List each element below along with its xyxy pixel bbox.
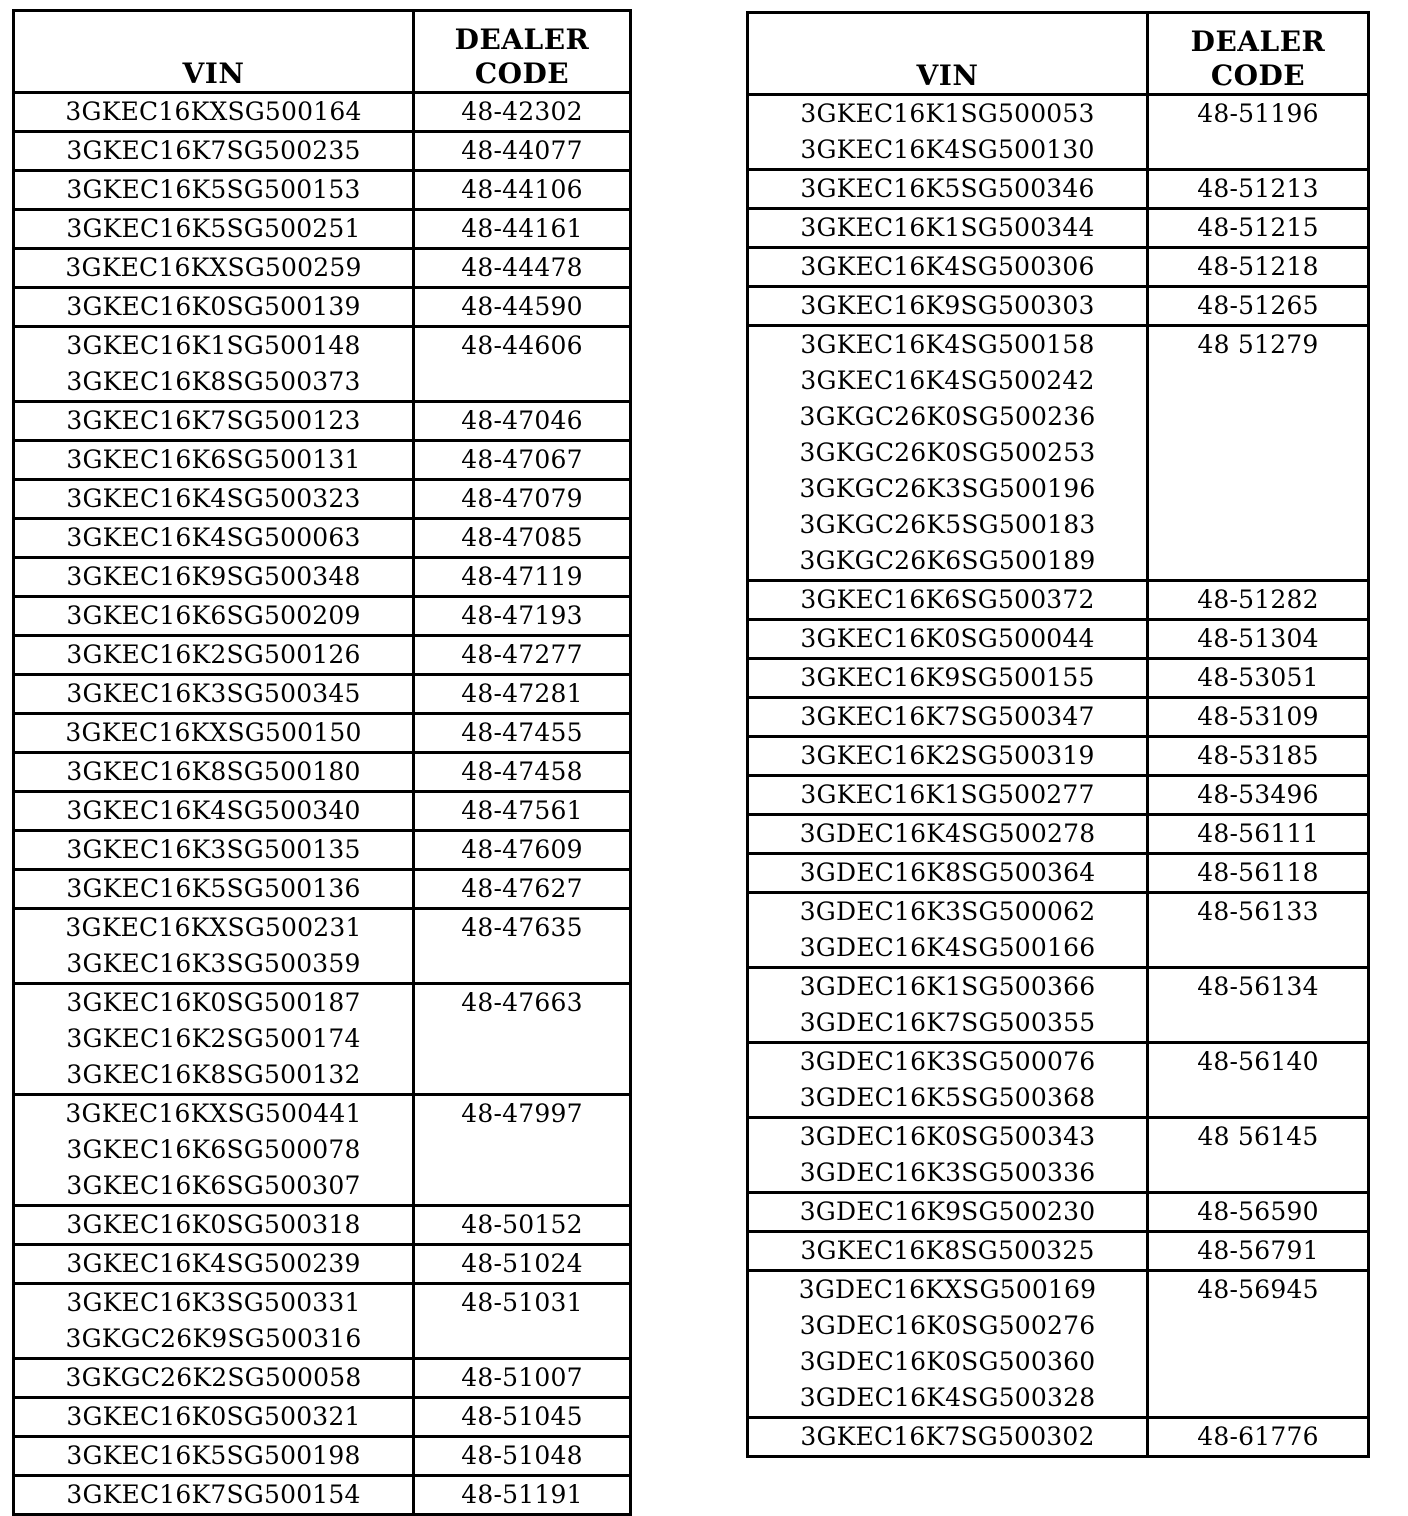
table-row <box>748 893 1369 968</box>
dealer-code-header: DEALER CODE <box>1148 13 1369 95</box>
vin-value: 3GKEC16K0SG500044 <box>800 624 1095 653</box>
dealer-code-cell: 48-47997 <box>414 1095 631 1206</box>
vin-value: 3GKEC16K6SG500078 <box>66 1135 361 1164</box>
vin-cell <box>748 815 1148 854</box>
vin-value: 3GKEC16K5SG500198 <box>66 1441 361 1470</box>
dealer-code-cell: 48-47455 <box>414 714 631 753</box>
table-row <box>14 93 631 132</box>
vin-value: 3GKGC26K3SG500196 <box>799 474 1096 503</box>
table-row <box>748 1193 1369 1232</box>
dealer-code-cell: 48-51282 <box>1148 581 1369 620</box>
vin-cell <box>14 1284 414 1359</box>
dealer-code-cell: 48-51007 <box>414 1359 631 1398</box>
vin-cell <box>14 1245 414 1284</box>
vin-value: 3GKEC16K1SG500344 <box>800 213 1095 242</box>
dealer-code-cell: 48-53109 <box>1148 698 1369 737</box>
dealer-code-cell: 48-44161 <box>414 210 631 249</box>
vin-cell <box>14 1359 414 1398</box>
table-row <box>748 620 1369 659</box>
table-row <box>14 597 631 636</box>
table-row <box>14 1095 631 1206</box>
table-row <box>14 870 631 909</box>
vin-value: 3GKEC16K7SG500123 <box>66 406 361 435</box>
dealer-code-cell: 48-51265 <box>1148 287 1369 326</box>
vin-value: 3GKEC16K5SG500251 <box>66 214 361 243</box>
vin-value: 3GKEC16K5SG500346 <box>800 174 1095 203</box>
vin-value: 3GKEC16K6SG500131 <box>66 445 361 474</box>
vin-cell <box>14 327 414 402</box>
table-row <box>14 792 631 831</box>
table-row <box>748 737 1369 776</box>
vin-value: 3GKEC16K9SG500303 <box>800 291 1095 320</box>
table-row <box>748 326 1369 581</box>
vin-value: 3GKEC16K1SG500053 <box>800 99 1095 128</box>
dealer-code-cell: 48-47458 <box>414 753 631 792</box>
vin-cell <box>14 288 414 327</box>
dealer-code-cell: 48-56118 <box>1148 854 1369 893</box>
vin-value: 3GKEC16K4SG500306 <box>800 252 1095 281</box>
dealer-code-cell: 48-47067 <box>414 441 631 480</box>
dealer-code-cell: 48-51191 <box>414 1476 631 1515</box>
vin-value: 3GKEC16K8SG500373 <box>66 367 361 396</box>
dealer-code-cell: 48-56140 <box>1148 1043 1369 1118</box>
table-row <box>14 210 631 249</box>
dealer-code-cell: 48-47281 <box>414 675 631 714</box>
header-row <box>748 13 1369 95</box>
vin-header: VIN <box>748 13 1148 95</box>
vin-cell <box>14 1437 414 1476</box>
dealer-code-cell: 48-51031 <box>414 1284 631 1359</box>
vin-cell <box>14 1476 414 1515</box>
vin-value: 3GKEC16K4SG500323 <box>66 484 361 513</box>
vin-value: 3GKEC16K4SG500158 <box>800 330 1095 359</box>
vin-value: 3GKEC16K6SG500307 <box>66 1171 361 1200</box>
table-row <box>14 984 631 1095</box>
dealer-code-cell: 48-47609 <box>414 831 631 870</box>
table-row <box>14 1206 631 1245</box>
vin-value: 3GDEC16K4SG500328 <box>799 1383 1096 1412</box>
table-row <box>748 1418 1369 1457</box>
dealer-code-cell: 48-47046 <box>414 402 631 441</box>
vin-value: 3GKEC16K5SG500153 <box>66 175 361 204</box>
vin-cell <box>748 854 1148 893</box>
vin-value: 3GKEC16K2SG500126 <box>66 640 361 669</box>
dealer-code-cell: 48-51215 <box>1148 209 1369 248</box>
table-row <box>14 1284 631 1359</box>
table-body <box>14 93 631 1515</box>
vin-value: 3GDEC16K0SG500360 <box>799 1347 1096 1376</box>
vin-value: 3GDEC16K0SG500343 <box>799 1122 1096 1151</box>
vin-value: 3GKEC16K9SG500155 <box>800 663 1095 692</box>
table-row <box>14 1359 631 1398</box>
table-row <box>748 968 1369 1043</box>
dealer-code-cell: 48-61776 <box>1148 1418 1369 1457</box>
vin-value: 3GKGC26K2SG500058 <box>65 1363 362 1392</box>
vin-value: 3GKGC26K9SG500316 <box>65 1324 362 1353</box>
table-row <box>14 831 631 870</box>
table-row <box>748 698 1369 737</box>
dealer-code-cell: 48-56791 <box>1148 1232 1369 1271</box>
dealer-code-cell: 48-51304 <box>1148 620 1369 659</box>
vin-value: 3GKEC16K0SG500321 <box>66 1402 361 1431</box>
dealer-code-cell: 48-56945 <box>1148 1271 1369 1418</box>
dealer-code-cell: 48-51196 <box>1148 95 1369 170</box>
vin-value: 3GKEC16K8SG500132 <box>66 1060 361 1089</box>
vin-cell <box>748 326 1148 581</box>
vin-value: 3GKEC16K1SG500277 <box>800 780 1095 809</box>
vin-cell <box>748 1043 1148 1118</box>
dealer-code-cell: 48-51213 <box>1148 170 1369 209</box>
vin-cell <box>14 519 414 558</box>
table-row <box>14 249 631 288</box>
dealer-code-cell: 48-42302 <box>414 93 631 132</box>
vin-cell <box>748 581 1148 620</box>
vin-value: 3GKEC16K4SG500130 <box>800 135 1095 164</box>
vin-cell <box>14 93 414 132</box>
dealer-code-cell: 48-47085 <box>414 519 631 558</box>
vin-cell <box>748 1118 1148 1193</box>
vin-cell <box>14 714 414 753</box>
dealer-code-cell: 48 51279 <box>1148 326 1369 581</box>
vin-value: 3GKEC16KXSG500231 <box>65 913 362 942</box>
vin-value: 3GDEC16K3SG500336 <box>799 1158 1096 1187</box>
dealer-code-cell: 48-47079 <box>414 480 631 519</box>
table-row <box>748 659 1369 698</box>
dealer-code-cell: 48-53496 <box>1148 776 1369 815</box>
vin-value: 3GDEC16K1SG500366 <box>799 972 1096 1001</box>
vin-value: 3GDEC16K3SG500076 <box>799 1047 1096 1076</box>
vin-cell <box>14 984 414 1095</box>
vin-value: 3GDEC16K5SG500368 <box>799 1083 1096 1112</box>
table-row <box>748 1232 1369 1271</box>
vin-cell <box>748 659 1148 698</box>
dealer-code-cell: 48-56111 <box>1148 815 1369 854</box>
vin-value: 3GKEC16K4SG500242 <box>800 366 1095 395</box>
vin-cell <box>748 287 1148 326</box>
vin-cell <box>14 831 414 870</box>
dealer-code-cell: 48-53051 <box>1148 659 1369 698</box>
vin-value: 3GKEC16K2SG500319 <box>800 741 1095 770</box>
vin-cell <box>14 441 414 480</box>
vin-cell <box>748 209 1148 248</box>
dealer-code-cell: 48-51045 <box>414 1398 631 1437</box>
dealer-code-cell: 48-56134 <box>1148 968 1369 1043</box>
vin-cell <box>748 620 1148 659</box>
table-row <box>14 636 631 675</box>
vin-cell <box>14 210 414 249</box>
vin-value: 3GKEC16K8SG500325 <box>800 1236 1095 1265</box>
table-row <box>14 1437 631 1476</box>
vin-value: 3GKEC16K4SG500239 <box>66 1249 361 1278</box>
vin-value: 3GDEC16K7SG500355 <box>799 1008 1096 1037</box>
table-row <box>748 287 1369 326</box>
vin-cell <box>748 776 1148 815</box>
vin-cell <box>748 170 1148 209</box>
table-row <box>748 854 1369 893</box>
vin-cell <box>748 968 1148 1043</box>
header-row <box>14 11 631 93</box>
vin-value: 3GKEC16K3SG500345 <box>66 679 361 708</box>
vin-value: 3GKEC16KXSG500441 <box>65 1099 362 1128</box>
vin-value: 3GKEC16K6SG500209 <box>66 601 361 630</box>
vin-cell <box>748 698 1148 737</box>
vin-cell <box>14 249 414 288</box>
vin-cell <box>14 558 414 597</box>
vin-value: 3GKEC16K4SG500340 <box>66 796 361 825</box>
table-row <box>14 171 631 210</box>
dealer-code-cell: 48-47277 <box>414 636 631 675</box>
table-row <box>14 402 631 441</box>
vin-value: 3GKEC16K1SG500148 <box>66 331 361 360</box>
vin-value: 3GKEC16K0SG500139 <box>66 292 361 321</box>
vin-cell <box>14 870 414 909</box>
table-row <box>748 815 1369 854</box>
table-row <box>14 1398 631 1437</box>
vin-table-right <box>746 11 1370 1458</box>
vin-value: 3GKEC16K3SG500135 <box>66 835 361 864</box>
vin-cell <box>14 132 414 171</box>
dealer-code-cell: 48-47663 <box>414 984 631 1095</box>
table-row <box>748 170 1369 209</box>
vin-value: 3GKEC16K7SG500347 <box>800 702 1095 731</box>
vin-cell <box>14 636 414 675</box>
vin-value: 3GKEC16K8SG500180 <box>66 757 361 786</box>
vin-value: 3GDEC16K9SG500230 <box>799 1197 1096 1226</box>
dealer-code-header: DEALER CODE <box>414 11 631 93</box>
dealer-code-cell: 48-47627 <box>414 870 631 909</box>
dealer-code-cell: 48-44606 <box>414 327 631 402</box>
vin-cell <box>748 893 1148 968</box>
vin-value: 3GKEC16K0SG500187 <box>66 988 361 1017</box>
table-row <box>748 1043 1369 1118</box>
vin-value: 3GDEC16K4SG500278 <box>799 819 1096 848</box>
vin-value: 3GKGC26K5SG500183 <box>799 510 1096 539</box>
vin-cell <box>748 248 1148 287</box>
vin-cell <box>14 792 414 831</box>
vin-table-left <box>12 9 632 1516</box>
vin-value: 3GKEC16K5SG500136 <box>66 874 361 903</box>
dealer-code-cell: 48-47193 <box>414 597 631 636</box>
dealer-code-cell: 48-51024 <box>414 1245 631 1284</box>
table-row <box>14 675 631 714</box>
vin-value: 3GKEC16K4SG500063 <box>66 523 361 552</box>
table-row <box>14 558 631 597</box>
table-row <box>14 132 631 171</box>
vin-value: 3GKEC16KXSG500259 <box>65 253 362 282</box>
vin-value: 3GKEC16K3SG500331 <box>66 1288 361 1317</box>
table-row <box>14 288 631 327</box>
vin-value: 3GDEC16K3SG500062 <box>799 897 1096 926</box>
dealer-code-cell: 48-56590 <box>1148 1193 1369 1232</box>
dealer-code-cell: 48-47561 <box>414 792 631 831</box>
dealer-code-cell: 48-44077 <box>414 132 631 171</box>
table-row <box>748 209 1369 248</box>
vin-cell <box>14 480 414 519</box>
table-row <box>748 581 1369 620</box>
dealer-code-cell: 48 56145 <box>1148 1118 1369 1193</box>
table-row <box>14 480 631 519</box>
vin-value: 3GDEC16K8SG500364 <box>799 858 1096 887</box>
vin-cell <box>14 597 414 636</box>
vin-cell <box>14 675 414 714</box>
table-row <box>748 95 1369 170</box>
dealer-code-cell: 48-53185 <box>1148 737 1369 776</box>
vin-value: 3GKEC16KXSG500150 <box>65 718 362 747</box>
vin-value: 3GKEC16K0SG500318 <box>66 1210 361 1239</box>
vin-cell <box>748 1271 1148 1418</box>
table-row <box>748 1271 1369 1418</box>
vin-value: 3GKGC26K6SG500189 <box>799 546 1096 575</box>
vin-value: 3GKEC16K6SG500372 <box>800 585 1095 614</box>
vin-cell <box>14 1095 414 1206</box>
vin-value: 3GKEC16K7SG500154 <box>66 1480 361 1509</box>
table-row <box>14 714 631 753</box>
vin-value: 3GKEC16K2SG500174 <box>66 1024 361 1053</box>
dealer-code-cell: 48-51218 <box>1148 248 1369 287</box>
table-row <box>14 1476 631 1515</box>
table-row <box>14 753 631 792</box>
dealer-code-cell: 48-50152 <box>414 1206 631 1245</box>
table-row <box>14 327 631 402</box>
vin-cell <box>748 95 1148 170</box>
dealer-code-cell: 48-56133 <box>1148 893 1369 968</box>
vin-cell <box>748 737 1148 776</box>
vin-value: 3GKEC16K9SG500348 <box>66 562 361 591</box>
vin-value: 3GKGC26K0SG500236 <box>799 402 1096 431</box>
vin-cell <box>748 1193 1148 1232</box>
vin-cell <box>748 1418 1148 1457</box>
table-row <box>14 909 631 984</box>
vin-cell <box>14 909 414 984</box>
vin-value: 3GDEC16K0SG500276 <box>799 1311 1096 1340</box>
vin-value: 3GKEC16KXSG500164 <box>65 97 362 126</box>
table-row <box>748 776 1369 815</box>
dealer-code-cell: 48-44106 <box>414 171 631 210</box>
dealer-code-cell: 48-47635 <box>414 909 631 984</box>
table-row <box>14 1245 631 1284</box>
dealer-code-cell: 48-47119 <box>414 558 631 597</box>
vin-value: 3GKEC16K7SG500235 <box>66 136 361 165</box>
table-row <box>748 248 1369 287</box>
vin-cell <box>14 1398 414 1437</box>
vin-cell <box>14 171 414 210</box>
dealer-code-cell: 48-44478 <box>414 249 631 288</box>
vin-value: 3GDEC16KXSG500169 <box>798 1275 1097 1304</box>
vin-cell <box>14 1206 414 1245</box>
dealer-code-cell: 48-44590 <box>414 288 631 327</box>
table-row <box>14 519 631 558</box>
vin-header: VIN <box>14 11 414 93</box>
table-body <box>748 95 1369 1457</box>
vin-value: 3GKEC16K3SG500359 <box>66 949 361 978</box>
vin-value: 3GKEC16K7SG500302 <box>800 1422 1095 1451</box>
table-row <box>748 1118 1369 1193</box>
table-row <box>14 441 631 480</box>
vin-value: 3GDEC16K4SG500166 <box>799 933 1096 962</box>
vin-cell <box>14 753 414 792</box>
vin-cell <box>14 402 414 441</box>
vin-cell <box>748 1232 1148 1271</box>
dealer-code-cell: 48-51048 <box>414 1437 631 1476</box>
vin-value: 3GKGC26K0SG500253 <box>799 438 1096 467</box>
